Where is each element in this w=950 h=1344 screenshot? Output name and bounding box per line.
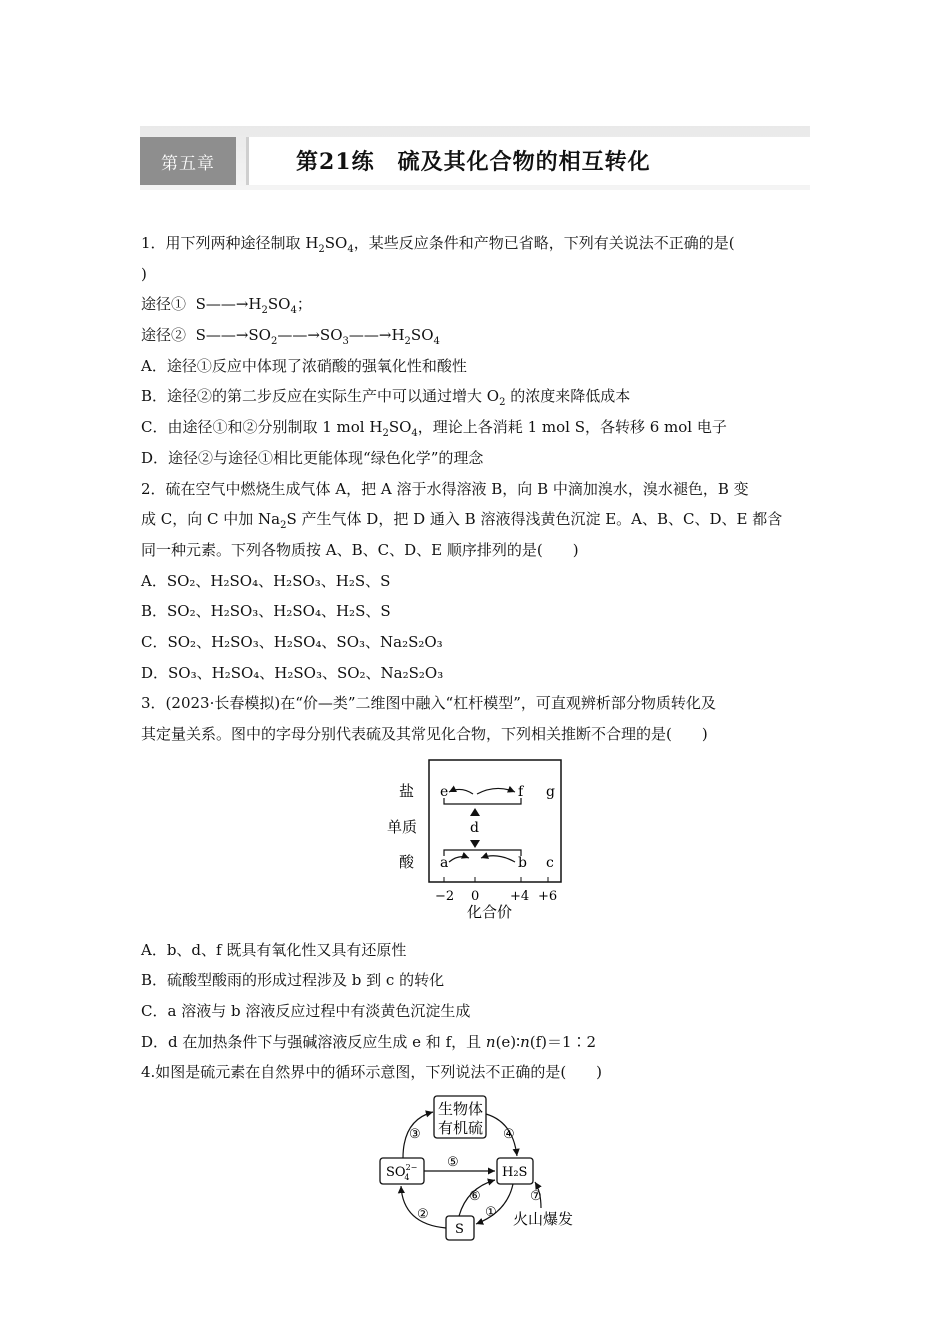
x-axis-label: 化合价 bbox=[467, 902, 513, 921]
point-b: b bbox=[518, 854, 527, 871]
tick-label-pos4: +4 bbox=[510, 888, 530, 904]
q3-option-d[interactable]: D．d 在加热条件下与强碱溶液反应生成 e 和 f，且 n(e)∶n(f)＝1∶2 bbox=[141, 1032, 597, 1051]
q3-option-a[interactable]: A．b、d、f 既具有氧化性又具有还原性 bbox=[141, 940, 407, 959]
arrow-b-to-d bbox=[481, 855, 515, 861]
q1-option-a[interactable]: A．途径①反应中体现了浓硝酸的强氧化性和酸性 bbox=[141, 356, 467, 375]
plot-frame bbox=[429, 760, 561, 882]
label-2: ② bbox=[417, 1207, 429, 1223]
valence-class-diagram bbox=[141, 750, 811, 935]
q1-route1: 途径① $S——\to H_2SO_4$； bbox=[141, 295, 312, 317]
point-e: e bbox=[440, 783, 449, 800]
fulcrum-bottom bbox=[470, 840, 480, 848]
point-a: a bbox=[440, 854, 449, 871]
chapter-tab: 第五章 bbox=[140, 137, 236, 185]
q1-option-b[interactable]: B．途径②的第二步反应在实际生产中可以通过增大 $O_2$ 的浓度来降低成本 bbox=[141, 387, 631, 409]
q2-option-a[interactable]: A．SO₂、H₂SO₄、H₂SO₃、H₂S、S bbox=[141, 571, 391, 590]
point-c: c bbox=[546, 854, 554, 871]
y-label-acid: 酸 bbox=[399, 852, 415, 871]
q2-option-b[interactable]: B．SO₂、H₂SO₃、H₂SO₄、H₂S、S bbox=[141, 602, 391, 621]
q4-figure bbox=[141, 1088, 811, 1248]
q1-stem: 1．用下列两种途径制取 $H_2SO_4$，某些反应条件和产物已省略，下列有关说法不正确的是( bbox=[141, 234, 735, 255]
label-3: ③ bbox=[409, 1127, 421, 1143]
page-title: 第21练 硫及其化合物的相互转化 bbox=[296, 149, 651, 175]
content bbox=[141, 228, 811, 1248]
arrow-d-to-f bbox=[477, 788, 515, 794]
q2-stem-1: 2．硫在空气中燃烧生成气体 A，把 A 溶于水得溶液 B，向 B 中滴加溴水，溴水褪色，B 变 bbox=[141, 479, 749, 498]
box-top-line2: 有机硫 bbox=[438, 1119, 484, 1138]
label-5: ⑤ bbox=[447, 1155, 459, 1171]
q2-option-d[interactable]: D．SO₃、H₂SO₄、H₂SO₃、SO₂、Na₂S₂O₃ bbox=[141, 663, 444, 682]
q1-stem-end: ) bbox=[141, 264, 147, 283]
q1-option-d[interactable]: D．途径②与途径①相比更能体现“绿色化学”的理念 bbox=[141, 448, 484, 467]
q3-option-b[interactable]: B．硫酸型酸雨的形成过程涉及 b 到 c 的转化 bbox=[141, 971, 445, 990]
tick-label-0: 0 bbox=[471, 888, 480, 904]
label-4: ④ bbox=[503, 1127, 515, 1143]
sulfur-cycle-diagram bbox=[141, 1088, 811, 1248]
arrow-a-to-d bbox=[449, 856, 469, 861]
tick-label-neg2: −2 bbox=[435, 888, 455, 904]
q3-stem-2: 其定量关系。图中的字母分别代表硫及其常见化合物，下列相关推断不合理的是( ) bbox=[141, 725, 708, 743]
volcano-label: 火山爆发 bbox=[513, 1210, 574, 1229]
q3-stem-1: 3．(2023·长春模拟)在“价—类”二维图中融入“杠杆模型”，可直观辨析部分物质转化及 bbox=[141, 694, 716, 713]
label-7: ⑦ bbox=[530, 1189, 542, 1205]
lever-top bbox=[444, 798, 521, 804]
point-f: f bbox=[518, 783, 524, 800]
fulcrum-top bbox=[470, 808, 480, 816]
q3-figure bbox=[141, 750, 811, 935]
point-g: g bbox=[546, 783, 555, 800]
q2-stem-3: 同一种元素。下列各物质按 A、B、C、D、E 顺序排列的是( ) bbox=[141, 540, 579, 559]
lever-bottom bbox=[444, 850, 521, 856]
arrow-d-to-e bbox=[449, 789, 473, 794]
label-1: ① bbox=[485, 1205, 497, 1221]
q3-option-c[interactable]: C．a 溶液与 b 溶液反应过程中有淡黄色沉淀生成 bbox=[141, 1002, 471, 1021]
y-label-element: 单质 bbox=[387, 817, 418, 836]
h2s-label: H₂S bbox=[502, 1165, 528, 1181]
tick-label-pos6: +6 bbox=[538, 888, 558, 904]
q4-stem: 4.如图是硫元素在自然界中的循环示意图，下列说法不正确的是( ) bbox=[141, 1063, 603, 1082]
q2-stem-2: 成 C，向 C 中加 $Na_2S$ 产生气体 D，把 D 通入 B 溶液得浅黄色沉淀 E。A、B、C、D、E 都含 bbox=[141, 510, 783, 532]
point-d: d bbox=[470, 819, 479, 836]
sulfate-label: $SO^{2-}$ 4 bbox=[386, 1163, 418, 1183]
label-6: ⑥ bbox=[469, 1189, 481, 1205]
box-top-line1: 生物体 bbox=[438, 1100, 484, 1119]
q1-option-c[interactable]: C．由途径①和②分别制取 1 mol $H_2SO_4$，理论上各消耗 1 mol S，各转移 6 mol 电子 bbox=[141, 418, 727, 440]
q1-route2: 途径② $S——\to SO_2——\to SO_3——\to H_2SO_4$ bbox=[141, 326, 440, 348]
q2-option-c[interactable]: C．SO₂、H₂SO₃、H₂SO₄、SO₃、Na₂S₂O₃ bbox=[141, 632, 443, 651]
sulfur-label: S bbox=[455, 1222, 464, 1238]
y-label-salt: 盐 bbox=[399, 781, 415, 800]
